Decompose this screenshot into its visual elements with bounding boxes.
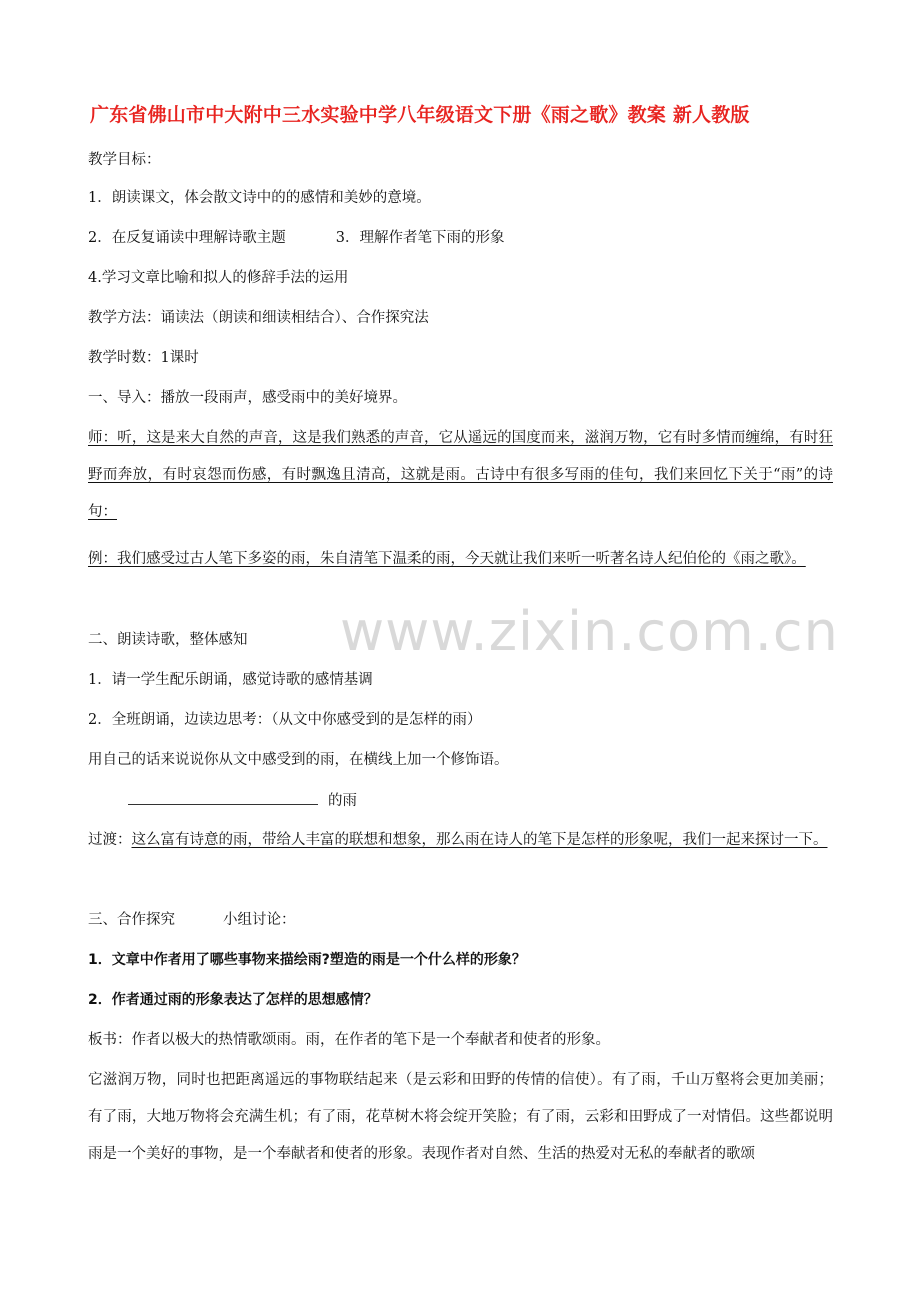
section-2-item-2: 2．全班朗诵，边读边思考：（从文中你感受到的是怎样的雨）: [88, 712, 482, 728]
goal-2: 2．在反复诵读中理解诗歌主题: [88, 230, 286, 246]
fill-blank-line: [128, 790, 357, 811]
fill-blank[interactable]: [128, 790, 318, 805]
example-paragraph: 例：我们感受过古人笔下多姿的雨，朱自清笔下温柔的雨，今天就让我们来听一听著名诗人纪伯伦的《雨之歌》。: [88, 551, 806, 567]
goals-label: 教学目标：: [88, 152, 161, 168]
goal-4: 4.学习文章比喻和拟人的修辞手法的运用: [88, 270, 349, 286]
question-2: 2．作者通过雨的形象表达了怎样的思想感情？: [88, 992, 378, 1008]
teaching-method: 教学方法：诵读法（朗读和细读相结合）、合作探究法: [88, 310, 429, 326]
watermark: www.zixin.com.cn: [340, 600, 839, 663]
section-1-intro: 一、导入：播放一段雨声，感受雨中的美好境界。: [88, 390, 407, 406]
document-title: 广东省佛山市中大附中三水实验中学八年级语文下册《雨之歌》教案 新人教版: [90, 104, 750, 126]
transition-paragraph: [88, 822, 833, 859]
board-notes: 板书：作者以极大的热情歌颂雨。雨，在作者的笔下是一个奉献者和使者的形象。: [88, 1032, 610, 1048]
teaching-hours: 教学时数：1课时: [88, 350, 199, 366]
transition-text: 这么富有诗意的雨，带给人丰富的联想和想象，那么雨在诗人的笔下是怎样的形象呢，我们一起来探讨一下。: [131, 832, 828, 848]
section-2-item-1: 1．请一学生配乐朗诵，感觉诗歌的感情基调: [88, 672, 373, 688]
section-2-item-3: 用自己的话来说说你从文中感受到的雨，在横线上加一个修饰语。: [88, 752, 509, 768]
goal-3: 3．理解作者笔下雨的形象: [335, 230, 505, 246]
section-3-heading: 三、合作探究: [88, 912, 175, 928]
section-3-group: 小组讨论：: [223, 912, 296, 928]
fill-blank-suffix: 的雨: [328, 793, 357, 809]
final-paragraph: 它滋润万物，同时也把距离遥远的事物联结起来（是云彩和田野的传情的信使）。有了雨，千山万壑将会更加美丽；有了雨，大地万物将会充满生机；有了雨，花草树木将会绽开笑脸；有了雨，云彩和田野成了一对情侣。这些都说明雨是一个美好的事物，是一个奉献者和使者的形象。表现作者对自然、生活的热爱对无私的奉献者的歌颂: [88, 1072, 833, 1162]
goal-1: 1．朗读课文，体会散文诗中的的感情和美妙的意境。: [88, 190, 431, 206]
section-3-heading-line: [88, 910, 296, 930]
teacher-paragraph: 师：听，这是来大自然的声音，这是我们熟悉的声音，它从遥远的国度而来，滋润万物，它有时多情而缠绵，有时狂野而奔放，有时哀怨而伤感，有时飘逸且清高，这就是雨。古诗中有很多写雨的佳句，我们来回忆下关于“雨”的诗句：: [88, 430, 833, 520]
goal-2-3: [88, 228, 504, 248]
question-1: 1．文章中作者用了哪些事物来描绘雨?塑造的雨是一个什么样的形象？: [88, 952, 526, 968]
section-2-heading: 二、朗读诗歌，整体感知: [88, 632, 248, 648]
transition-label: 过渡：: [88, 832, 132, 848]
